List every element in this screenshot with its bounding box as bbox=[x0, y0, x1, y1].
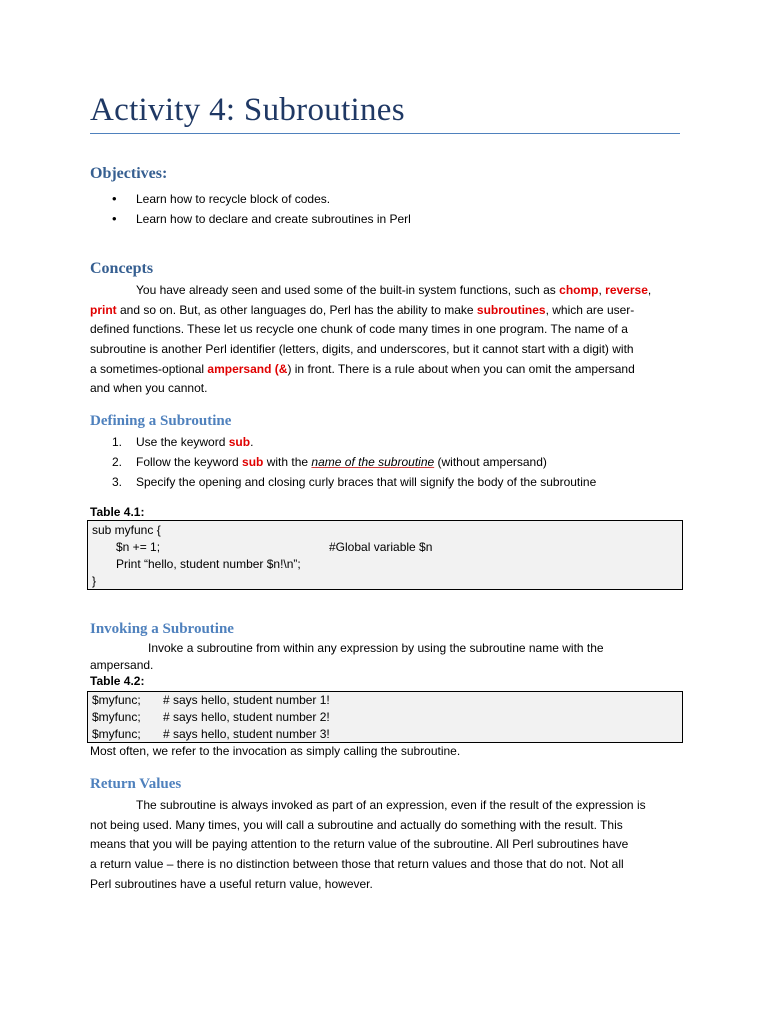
table-row: $myfunc; # says hello, student number 1! bbox=[92, 693, 330, 707]
list-item: • Learn how to declare and create subroutines in Perl bbox=[112, 209, 411, 229]
page-title: Activity 4: Subroutines bbox=[90, 92, 405, 128]
defining-steps bbox=[112, 432, 596, 492]
list-item: 3. Specify the opening and closing curly braces that will signify the body of the subroutine bbox=[112, 475, 597, 489]
table-row: $myfunc; # says hello, student number 3! bbox=[92, 727, 330, 741]
title-underline bbox=[90, 133, 680, 134]
defining-heading: Defining a Subroutine bbox=[90, 413, 232, 429]
keyword-sub: sub bbox=[228, 435, 251, 449]
keyword-reverse: reverse bbox=[605, 283, 648, 297]
concepts-heading: Concepts bbox=[90, 260, 154, 277]
code-line: } bbox=[92, 574, 97, 588]
code-line: sub myfunc { bbox=[92, 523, 161, 537]
keyword-ampersand: ampersand bbox=[207, 361, 272, 376]
table-4-2-label: Table 4.2: bbox=[90, 674, 145, 688]
table-4-2-note: Most often, we refer to the invocation as simply calling the subroutine. bbox=[90, 744, 461, 758]
emphasis-text: name of the subroutine bbox=[311, 455, 435, 469]
objectives-heading: Objectives: bbox=[90, 165, 168, 182]
invoking-paragraph: Invoke a subroutine from within any expression by using the subroutine name with the ampersand. bbox=[90, 641, 604, 672]
list-item: 1. Use the keyword sub. bbox=[112, 435, 254, 449]
keyword-ampersand-symbol: & bbox=[278, 361, 288, 376]
keyword-subroutines: subroutines bbox=[476, 302, 546, 317]
concepts-paragraph: You have already seen and used some of the built-in system functions, such as chomp, reverse, print and so on. But, as other languages do, Perl has the ability to make subroutines, which are user- defined functions. These let us recycle one chunk of code many times in one program. The name of a subroutine is another Perl identifier (letters, digits, and underscores, but it cannot start with a digit) with a sometimes-optional ampersand (&) in front. There is a rule about when you can omit the ampersand and when you cannot. bbox=[90, 283, 652, 396]
return-values-heading: Return Values bbox=[90, 776, 182, 792]
code-line: Print “hello, student number $n!\n”; bbox=[116, 557, 301, 571]
code-line: $n += 1; #Global variable $n bbox=[116, 540, 433, 554]
return-values-paragraph: The subroutine is always invoked as part of an expression, even if the result of the expression is not being used. Many times, you will call a subroutine and actually do something with the result. This means that you will be paying attention to the return value of the subroutine. All Perl subroutines have a return value – there is no distinction between those that return values and those that do not. Not all Perl subroutines have a useful return value, however. bbox=[90, 798, 646, 891]
table-row: $myfunc; # says hello, student number 2! bbox=[92, 710, 330, 724]
keyword-sub: sub bbox=[242, 455, 264, 469]
list-item: 2. Follow the keyword sub with the name of the subroutine (without ampersand) bbox=[112, 455, 547, 469]
list-item: • Learn how to recycle block of codes. bbox=[112, 189, 411, 209]
table-4-1-codebox bbox=[87, 520, 683, 590]
keyword-chomp: chomp bbox=[559, 283, 599, 297]
table-4-2-codebox bbox=[87, 691, 683, 743]
invoking-heading: Invoking a Subroutine bbox=[90, 621, 234, 637]
objectives-list bbox=[112, 189, 411, 229]
table-4-1-label: Table 4.1: bbox=[90, 505, 145, 519]
keyword-print: print bbox=[90, 302, 117, 317]
